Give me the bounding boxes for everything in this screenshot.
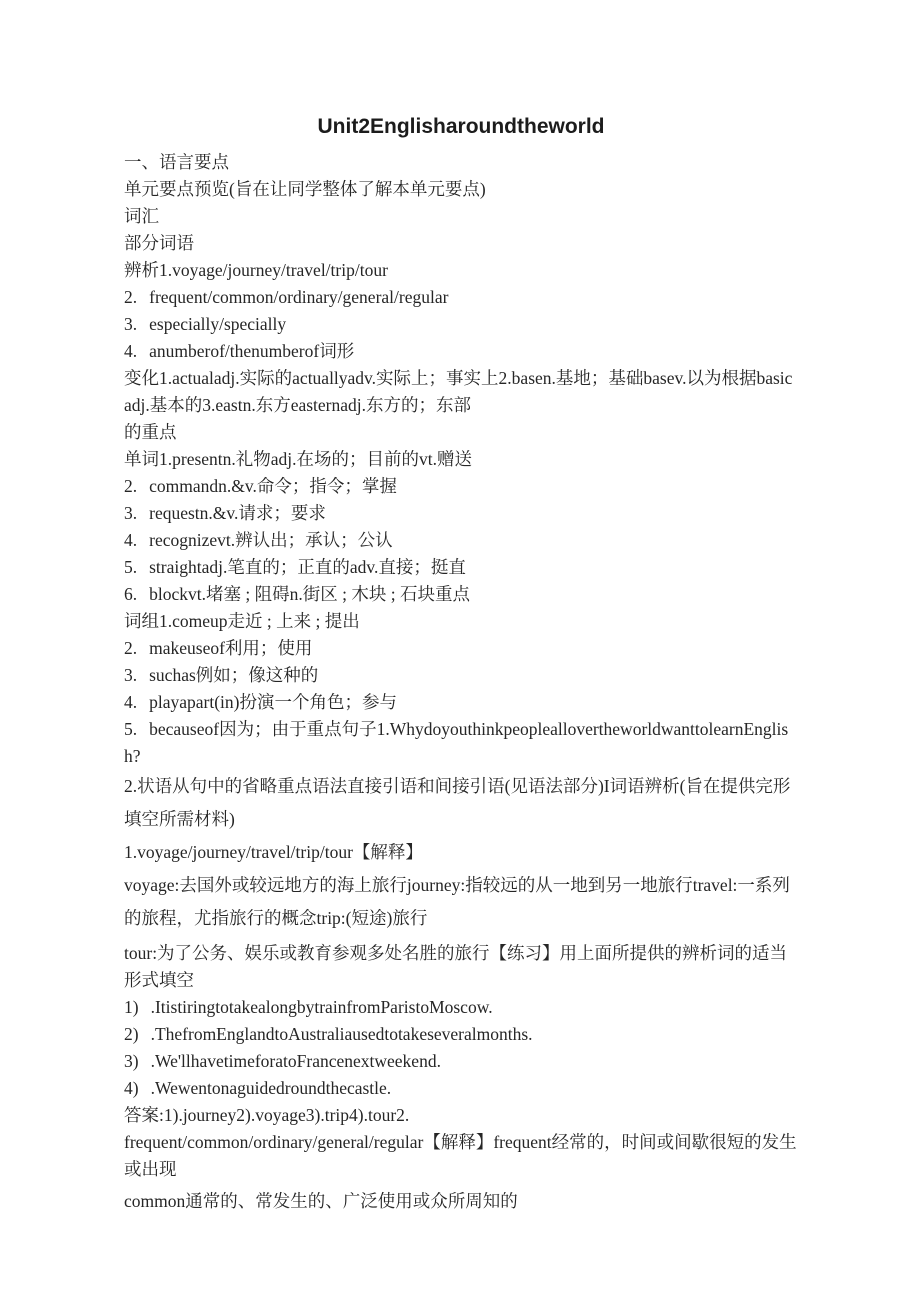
list-text: blockvt.堵塞 ; 阻碍n.街区 ; 木块 ; 石块重点: [149, 584, 470, 604]
document-body: [124, 149, 798, 1215]
doc-list-line: [124, 473, 798, 500]
list-number: 6.: [124, 584, 138, 604]
list-number: 5.: [124, 557, 138, 577]
list-text: .ItistiringtotakealongbytrainfromParistoMoscow.: [150, 997, 493, 1017]
doc-list-line: [124, 500, 798, 527]
list-number: 2): [124, 1024, 139, 1044]
list-text: anumberof/thenumberof词形: [149, 341, 355, 361]
doc-paragraph: 一、语言要点: [124, 152, 229, 172]
doc-paragraph: 词汇: [124, 206, 159, 226]
doc-list-line: [124, 662, 798, 689]
list-text: makeuseof利用；使用: [149, 638, 313, 658]
doc-list-line: [124, 716, 798, 770]
doc-paragraph: 1.voyage/journey/travel/trip/tour【解释】: [124, 842, 423, 862]
list-text: .We'llhavetimeforatoFrancenextweekend.: [150, 1051, 441, 1071]
doc-paragraph: 答案:1).journey2).voyage3).trip4).tour2.: [124, 1105, 410, 1125]
list-number: 3.: [124, 503, 138, 523]
doc-paragraph: 变化1.actualadj.实际的actuallyadv.实际上；事实上2.basen.基地；基础basev.以为根据basicadj.基本的3.eastn.东方easternadj.东方的；东部: [124, 368, 793, 415]
doc-paragraph: common通常的、常发生的、广泛使用或众所周知的: [124, 1191, 518, 1211]
list-number: 4.: [124, 341, 138, 361]
doc-paragraph: 的重点: [124, 422, 177, 442]
list-text: commandn.&v.命令；指令；掌握: [149, 476, 397, 496]
list-text: frequent/common/ordinary/general/regular: [149, 287, 449, 307]
document-content: [124, 112, 798, 1215]
doc-list-line: [124, 689, 798, 716]
list-number: 3.: [124, 665, 138, 685]
doc-list-line: [124, 994, 798, 1021]
doc-paragraph: tour:为了公务、娱乐或教育参观多处名胜的旅行【练习】用上面所提供的辨析词的适当形式填空: [124, 943, 788, 990]
list-number: 4.: [124, 692, 138, 712]
list-number: 4): [124, 1078, 139, 1098]
doc-list-line: [124, 284, 798, 311]
list-text: becauseof因为；由于重点句子1.WhydoyouthinkpeopleallovertheworldwanttolearnEnglish?: [124, 719, 789, 766]
list-number: 2.: [124, 476, 138, 496]
list-text: suchas例如；像这种的: [149, 665, 319, 685]
list-number: 1): [124, 997, 139, 1017]
list-text: .ThefromEnglandtoAustraliausedtotakeseveralmonths.: [150, 1024, 533, 1044]
doc-list-line: [124, 1048, 798, 1075]
doc-paragraph: 部分词语: [124, 233, 194, 253]
doc-paragraph: 单元要点预览(旨在让同学整体了解本单元要点): [124, 179, 486, 199]
doc-list-line: [124, 554, 798, 581]
doc-paragraph: voyage:去国外或较远地方的海上旅行journey:指较远的从一地到另一地旅行travel:一系列的旅程，尤指旅行的概念trip:(短途)旅行: [124, 875, 790, 928]
list-number: 5.: [124, 719, 138, 739]
doc-list-line: [124, 1021, 798, 1048]
doc-list-line: [124, 635, 798, 662]
list-number: 2.: [124, 287, 138, 307]
doc-list-line: [124, 1075, 798, 1102]
list-number: 3.: [124, 314, 138, 334]
list-number: 3): [124, 1051, 139, 1071]
list-text: especially/specially: [149, 314, 287, 334]
doc-paragraph: 单词1.presentn.礼物adj.在场的；目前的vt.赠送: [124, 449, 473, 469]
doc-paragraph: 2.状语从句中的省略重点语法直接引语和间接引语(见语法部分)I词语辨析(旨在提供完形填空所需材料): [124, 776, 791, 829]
doc-list-line: [124, 527, 798, 554]
doc-list-line: [124, 338, 798, 365]
list-number: 4.: [124, 530, 138, 550]
doc-list-line: [124, 311, 798, 338]
list-text: straightadj.笔直的；正直的adv.直接；挺直: [149, 557, 466, 577]
list-text: recognizevt.辨认出；承认；公认: [149, 530, 393, 550]
list-number: 2.: [124, 638, 138, 658]
doc-paragraph: 词组1.comeup走近 ; 上来 ; 提出: [124, 611, 360, 631]
doc-list-line: [124, 581, 798, 608]
list-text: requestn.&v.请求；要求: [149, 503, 326, 523]
doc-paragraph: 辨析1.voyage/journey/travel/trip/tour: [124, 260, 388, 280]
list-text: playapart(in)扮演一个角色；参与: [149, 692, 397, 712]
document-title: Unit2Englisharoundtheworld: [317, 115, 605, 138]
list-text: .Wewentonaguidedroundthecastle.: [150, 1078, 392, 1098]
doc-paragraph: frequent/common/ordinary/general/regular【解释】frequent经常的，时间或间歇很短的发生或出现: [124, 1132, 797, 1179]
